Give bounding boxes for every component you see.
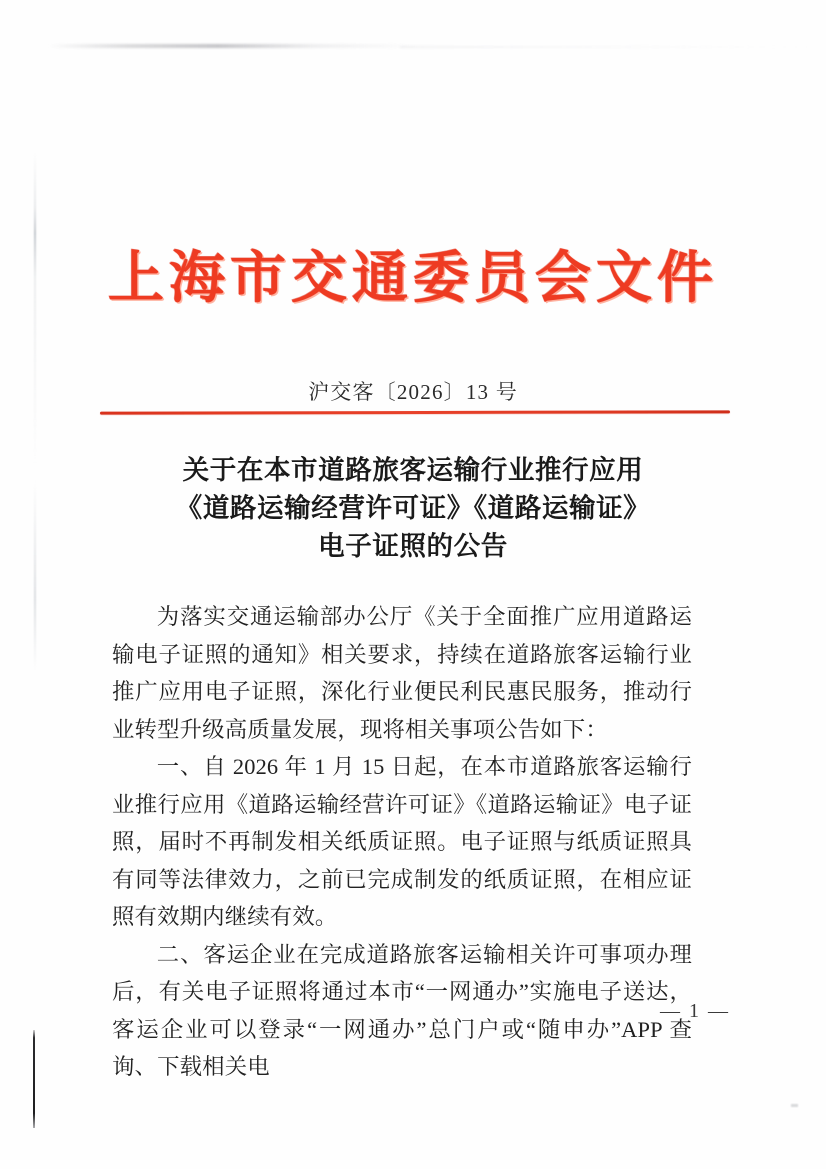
scan-shadow-top-secondary-artifact	[400, 46, 810, 48]
masthead-title: 上海市交通委员会文件	[108, 245, 718, 311]
body-paragraph-item-2: 二、客运企业在完成道路旅客运输相关许可事项办理后，有关电子证照将通过本市“一网通办”实施电子送达，客运企业可以登录“一网通办”总门户或“随申办”APP 查询、下载相关电	[112, 941, 692, 1079]
page-title-line-2: 《道路运输经营许可证》《道路运输证》	[175, 493, 651, 524]
scan-shadow-top-artifact	[48, 44, 418, 48]
scan-edge-left-lower-artifact	[34, 480, 36, 670]
scan-edge-left-artifact	[34, 150, 36, 470]
page-title-line-3: 电子证照的公告	[318, 531, 508, 562]
red-divider-rule	[100, 410, 730, 414]
document-number: 沪交客〔2026〕13 号	[308, 380, 518, 404]
body-paragraph-intro: 为落实交通运输部办公厅《关于全面推广应用道路运输电子证照的通知》相关要求，持续在道路旅客运输行业推广应用电子证照，深化行业便民利民惠民服务，推动行业转型升级高质量发展，现将相关事项公告如下：	[112, 604, 692, 742]
scan-speck-artifact	[791, 1104, 798, 1107]
page-title	[113, 452, 713, 566]
page-number-footer: — 1 —	[660, 1000, 730, 1022]
body-paragraph-item-1: 一、自 2026 年 1 月 15 日起，在本市道路旅客运输行业推行应用《道路运输经营许可证》《道路运输证》电子证照，届时不再制发相关纸质证照。电子证照与纸质证照具有同等法律效力，之前已完成制发的纸质证照，在相应证照有效期内继续有效。	[112, 754, 692, 929]
masthead	[0, 245, 826, 311]
scan-edge-bottom-artifact	[33, 1030, 35, 1128]
page-title-line-1: 关于在本市道路旅客运输行业推行应用	[182, 455, 644, 486]
